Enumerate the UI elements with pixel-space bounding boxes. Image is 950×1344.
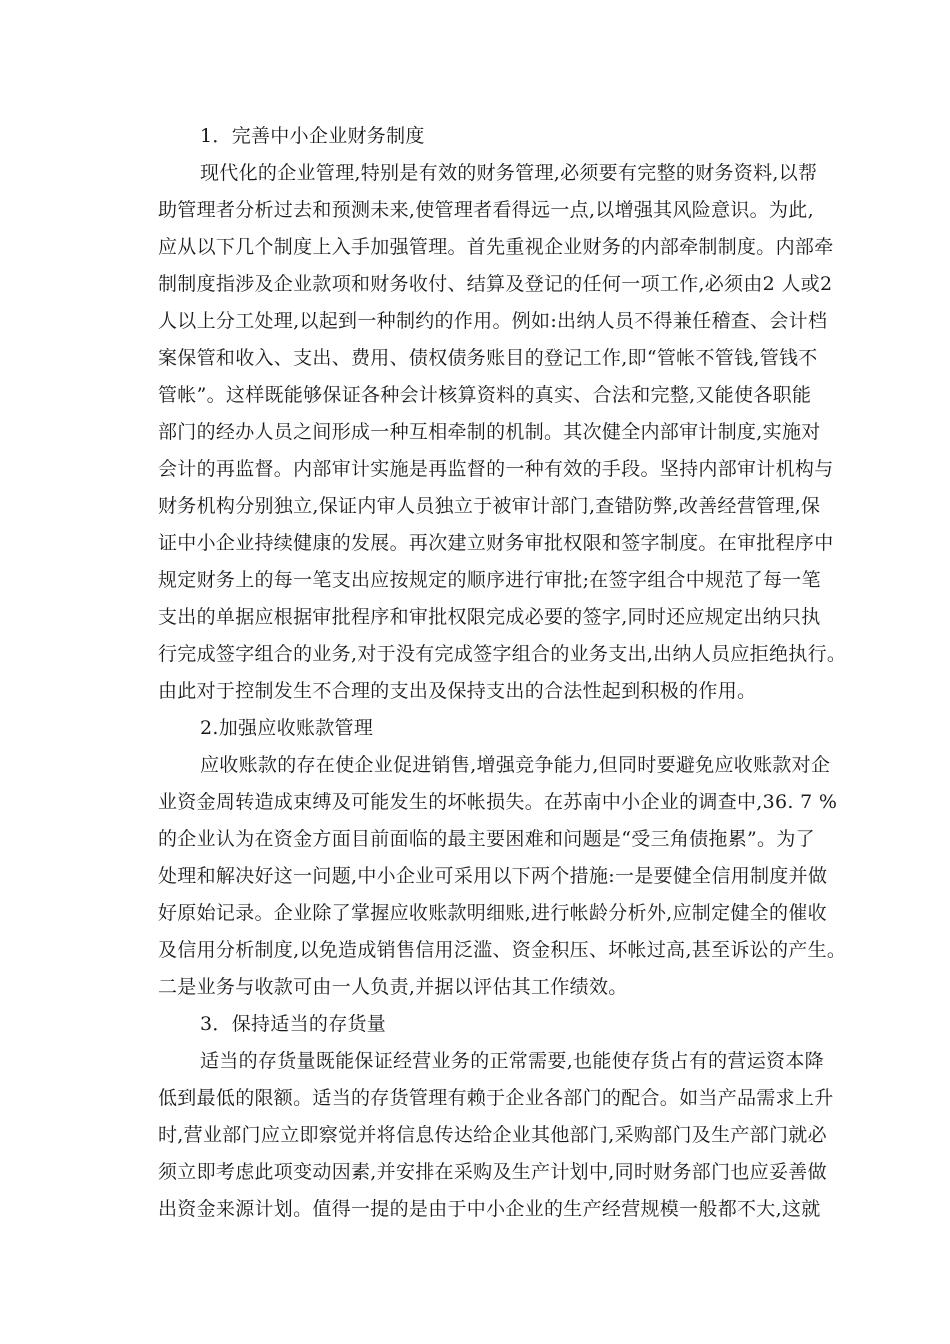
section-3-line-2: 低到最低的限额。适当的存货管理有赖于企业各部门的配合。如当产品需求上升: [158, 1087, 834, 1109]
section-2-line-2: 业资金周转造成束缚及可能发生的坏帐损失。在苏南中小企业的调查中,36. 7 %: [158, 791, 838, 813]
section-1-line-6: 案保管和收入、支出、费用、债权债务账目的登记工作,即“管帐不管钱,管钱不: [158, 347, 818, 369]
section-1-line-14: 行完成签字组合的业务,对于没有完成签字组合的业务支出,出纳人员应拒绝执行。: [158, 643, 847, 665]
section-3-line-5: 出资金来源计划。值得一提的是由于中小企业的生产经营规模一般都不大,这就: [158, 1198, 821, 1220]
section-1-line-7: 管帐”。这样既能够保证各种会计核算资料的真实、合法和完整,又能使各职能: [158, 384, 812, 406]
section-1-heading: 1．完善中小企业财务制度: [200, 125, 425, 147]
section-2-line-5: 好原始记录。企业除了掌握应收账款明细账,进行帐龄分析外,应制定健全的催收: [158, 902, 827, 924]
section-1-line-1: 现代化的企业管理,特别是有效的财务管理,必须要有完整的财务资料,以帮: [200, 162, 818, 184]
section-1-line-13: 支出的单据应根据审批程序和审批权限完成必要的签字,同时还应规定出纳只执: [158, 606, 821, 628]
section-1-line-3: 应从以下几个制度上入手加强管理。首先重视企业财务的内部牵制制度。内部牵: [158, 236, 834, 258]
section-1-line-15: 由此对于控制发生不合理的支出及保持支出的合法性起到积极的作用。: [158, 680, 757, 702]
section-2-heading: 2.加强应收账款管理: [200, 717, 374, 739]
section-2-line-7: 二是业务与收款可由一人负责,并据以评估其工作绩效。: [158, 976, 628, 998]
section-3-line-3: 时,营业部门应立即察觉并将信息传达给企业其他部门,采购部门及生产部门就必: [158, 1124, 827, 1146]
section-2-line-4: 处理和解决好这一问题,中小企业可采用以下两个措施:一是要健全信用制度并做: [158, 865, 828, 887]
section-3-heading: 3．保持适当的存货量: [200, 1013, 387, 1035]
section-2-line-3: 的企业认为在资金方面目前面临的最主要困难和问题是“受三角债拖累”。为了: [158, 828, 815, 850]
section-1-line-10: 财务机构分别独立,保证内审人员独立于被审计部门,查错防弊,改善经营管理,保: [158, 495, 821, 517]
section-1-line-2: 助管理者分析过去和预测未来,使管理者看得远一点,以增强其风险意识。为此,: [158, 199, 814, 221]
section-3-line-4: 须立即考虑此项变动因素,并安排在采购及生产计划中,同时财务部门也应妥善做: [158, 1161, 827, 1183]
section-1-line-4: 制制度指涉及企业款项和财务收付、结算及登记的任何一项工作,必须由2 人或2: [158, 273, 833, 295]
section-1-line-11: 证中小企业持续健康的发展。再次建立财务审批权限和签字制度。在审批程序中: [158, 532, 834, 554]
section-2-line-1: 应收账款的存在使企业促进销售,增强竞争能力,但同时要避免应收账款对企: [200, 754, 831, 776]
section-1-line-12: 规定财务上的每一笔支出应按规定的顺序进行审批;在签字组合中规范了每一笔: [158, 569, 821, 591]
section-1-line-5: 人以上分工处理,以起到一种制约的作用。例如:出纳人员不得兼任稽查、会计档: [158, 310, 828, 332]
section-3-line-1: 适当的存货量既能保证经营业务的正常需要,也能使存货占有的营运资本降: [200, 1050, 824, 1072]
section-1-line-9: 会计的再监督。内部审计实施是再监督的一种有效的手段。坚持内部审计机构与: [158, 458, 834, 480]
section-1-line-8: 部门的经办人员之间形成一种互相牵制的机制。其次健全内部审计制度,实施对: [158, 421, 821, 443]
section-2-line-6: 及信用分析制度,以免造成销售信用泛滥、资金积压、坏帐过高,甚至诉讼的产生。: [158, 939, 847, 961]
